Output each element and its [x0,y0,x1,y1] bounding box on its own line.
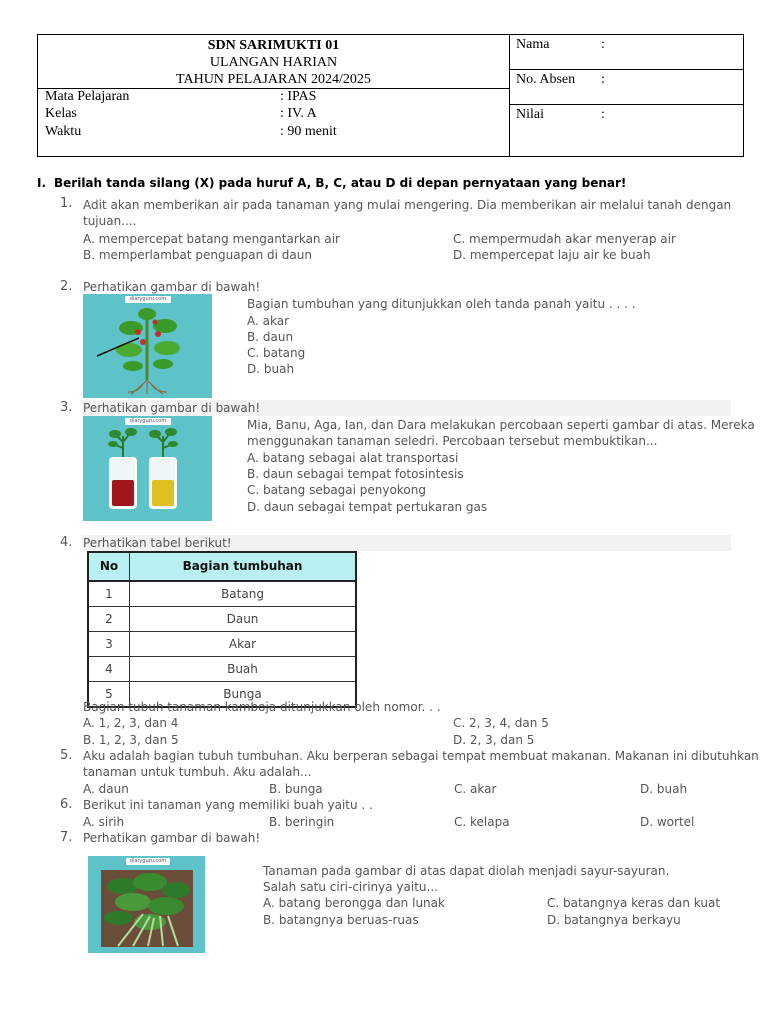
question-5-text: Aku adalah bagian tubuh tumbuhan. Aku berperan sebagai tempat membuat makanan. Makanan ini dibutuhkan [83,749,759,763]
header-left: SDN SARIMUKTI 01 ULANGAN HARIAN TAHUN PELAJARAN 2024/2025 Mata Pelajaran : IPAS Kelas : IV. A Waktu : 90 menit [38,35,510,156]
option-3a[interactable]: A. batang sebagai alat transportasi [247,451,459,465]
option-4c[interactable]: C. 2, 3, 4, dan 5 [453,716,549,730]
celery-glasses-icon [83,416,212,521]
option-1a[interactable]: A. mempercepat batang mengantarkan air [83,232,340,246]
spinach-leaves-icon [88,856,205,953]
question-4-prompt: Perhatikan tabel berikut! [83,536,232,550]
option-1b[interactable]: B. memperlambat penguapan di daun [83,248,312,262]
field-absen[interactable]: No. Absen : [509,70,743,105]
spinach-image [88,856,205,953]
plant-image [83,294,212,398]
table-row: 3 Akar [89,632,355,657]
question-1-text: tujuan.... [83,214,137,228]
question-7-text: Salah satu ciri-cirinya yaitu... [263,880,438,894]
option-4a[interactable]: A. 1, 2, 3, dan 4 [83,716,179,730]
school-name: SDN SARIMUKTI 01 [207,38,340,53]
table-row: 4 Buah [89,657,355,682]
option-5c[interactable]: C. akar [454,782,497,796]
image-watermark: diaryguru.com [125,418,171,425]
question-3-text: Mia, Banu, Aga, Ian, dan Dara melakukan percobaan seperti gambar di atas. Mereka [247,418,755,432]
question-5-text: tanaman untuk tumbuh. Aku adalah... [83,765,312,779]
table-header-part: Bagian tumbuhan [182,559,303,573]
option-6c[interactable]: C. kelapa [454,815,510,829]
option-3d[interactable]: D. daun sebagai tempat pertukaran gas [247,500,488,514]
question-2-prompt: Perhatikan gambar di bawah! [83,280,261,294]
exam-header [37,34,744,157]
option-3c[interactable]: C. batang sebagai penyokong [247,483,426,497]
option-1c[interactable]: C. mempermudah akar menyerap air [453,232,676,246]
option-5d[interactable]: D. buah [640,782,688,796]
field-nilai[interactable]: Nilai : [516,107,605,122]
question-4-number: 4. [60,535,73,550]
table-row: 1 Batang [89,582,355,607]
table-header-row [89,553,355,582]
option-2d[interactable]: D. buah [247,362,295,376]
question-6-text: Berikut ini tanaman yang memiliki buah yaitu . . [83,798,373,812]
image-watermark: diaryguru.com [126,858,170,865]
option-6d[interactable]: D. wortel [640,815,695,829]
option-4d[interactable]: D. 2, 3, dan 5 [453,733,535,747]
option-1d[interactable]: D. mempercepat laju air ke buah [453,248,651,262]
image-watermark: diaryguru.com [125,296,171,303]
question-3-prompt: Perhatikan gambar di bawah! [83,401,261,415]
option-7d[interactable]: D. batangnya berkayu [547,913,681,927]
question-3-text: menggunakan tanaman seledri. Percobaan tersebut membuktikan... [247,434,658,448]
option-4b[interactable]: B. 1, 2, 3, dan 5 [83,733,179,747]
option-2a[interactable]: A. akar [247,314,290,328]
field-name[interactable]: Nama : [509,35,743,70]
question-7-prompt: Perhatikan gambar di bawah! [83,831,261,845]
option-6a[interactable]: A. sirih [83,815,125,829]
school-year: TAHUN PELAJARAN 2024/2025 [176,72,371,87]
plant-illustration-icon [83,294,212,398]
header-right [509,35,743,156]
table-header-no: No [89,553,130,580]
option-2c[interactable]: C. batang [247,346,306,360]
question-5-number: 5. [60,748,73,763]
question-2-number: 2. [60,279,73,294]
option-2b[interactable]: B. daun [247,330,294,344]
option-5b[interactable]: B. bunga [269,782,323,796]
table-row: 2 Daun [89,607,355,632]
plant-parts-table [87,551,357,708]
question-6-number: 6. [60,797,73,812]
option-3b[interactable]: B. daun sebagai tempat fotosintesis [247,467,464,481]
question-3-number: 3. [60,400,73,415]
option-7c[interactable]: C. batangnya keras dan kuat [547,896,721,910]
question-2-text: Bagian tumbuhan yang ditunjukkan oleh tanda panah yaitu . . . . [247,297,636,311]
celery-experiment-image [83,416,212,521]
question-7-number: 7. [60,830,73,845]
question-7-text: Tanaman pada gambar di atas dapat diolah menjadi sayur-sayuran. [263,864,670,878]
option-7b[interactable]: B. batangnya beruas-ruas [263,913,419,927]
question-4-text: Bagian tubuh tanaman kamboja ditunjukkan oleh nomor. . . [83,700,441,714]
header-title-block [38,35,509,89]
option-5a[interactable]: A. daun [83,782,129,796]
exam-name: ULANGAN HARIAN [209,55,338,70]
question-1-number: 1. [60,196,73,211]
question-1-text: Adit akan memberikan air pada tanaman yang mulai mengering. Dia memberikan air melalui tanah dengan [83,198,732,212]
option-7a[interactable]: A. batang berongga dan lunak [263,896,445,910]
table-row: 5 Bunga [89,682,355,706]
option-6b[interactable]: B. beringin [269,815,335,829]
